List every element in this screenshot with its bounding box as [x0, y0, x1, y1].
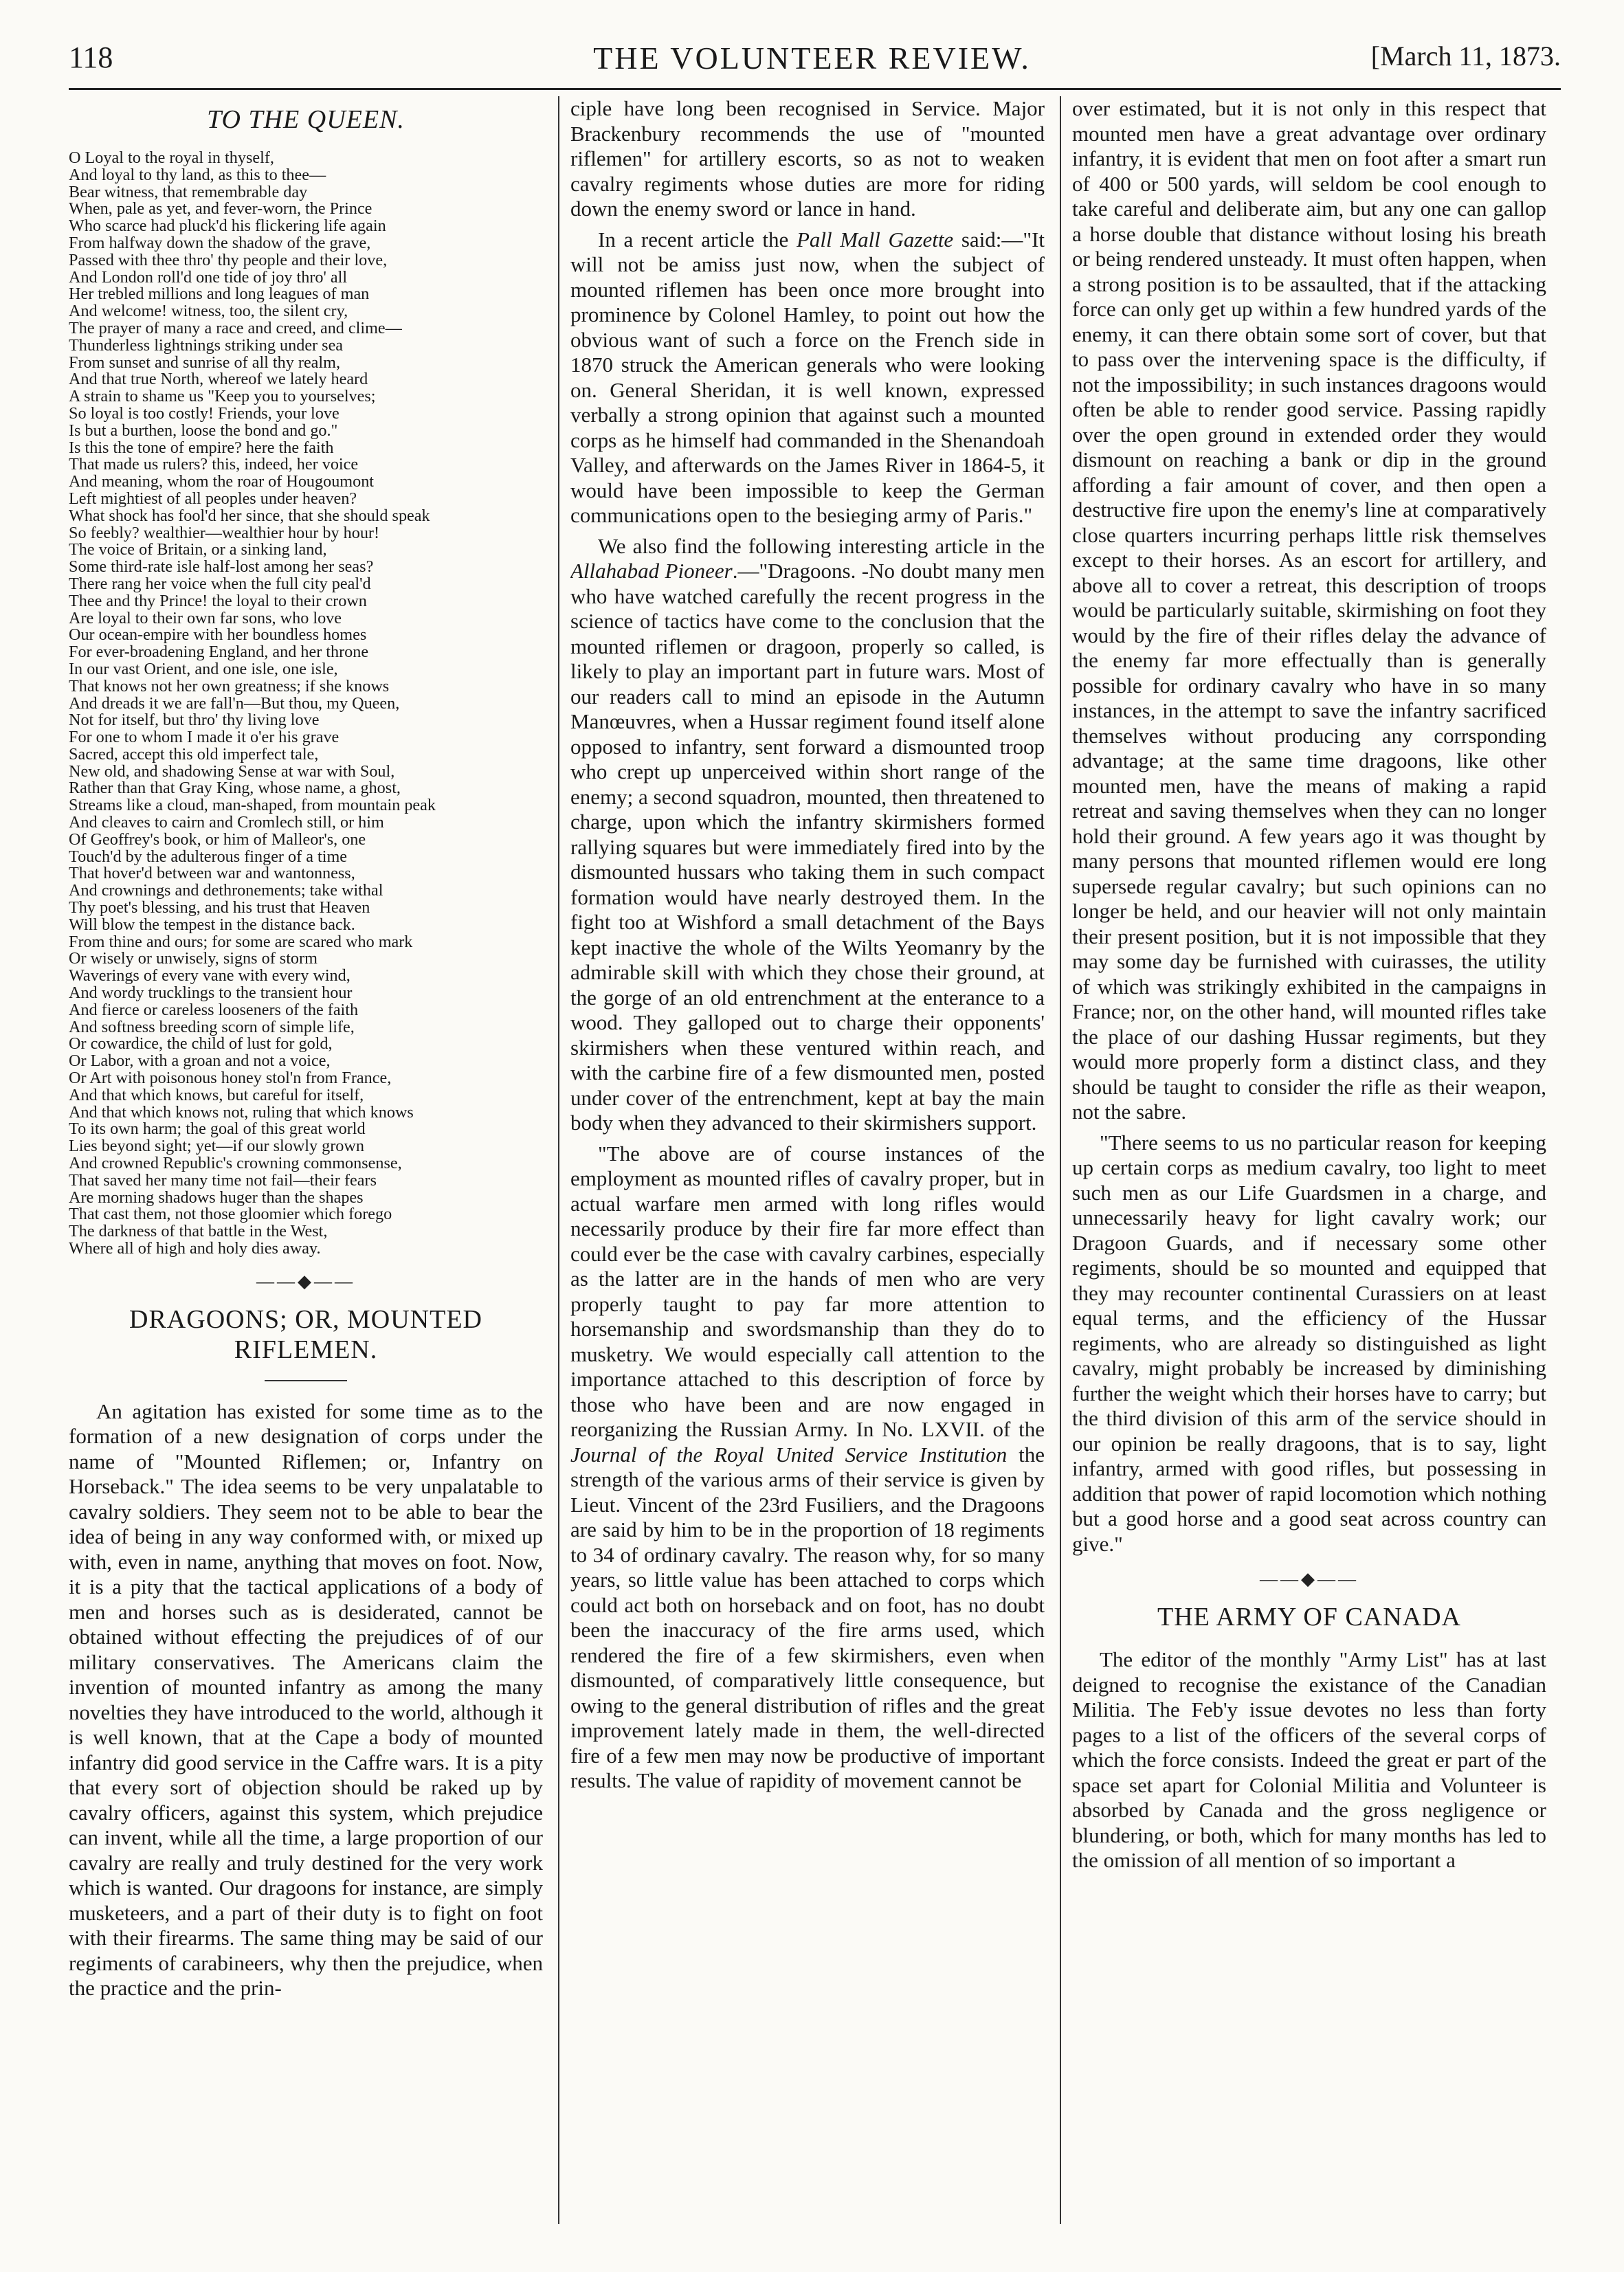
article-paragraph: In a recent article the Pall Mall Gazette said:—"It will not be amiss just now, when the subject of mounted riflemen has been once more brought into prominence by Colonel Hamley, to point out how the obvious want of such a force on the French side in 1870 struck the American generals who were looking on. General Sheridan, it is well known, expressed verbally a strong opinion that against such a mounted corps as he himself had commanded in the Shenandoah Valley, and afterwards on the James River in 1864-5, it would have been impossible to keep the German communications open to the besieging army of Paris."	[570, 227, 1045, 527]
heading-rule	[265, 1380, 347, 1381]
header-rule	[69, 88, 1561, 90]
page-header	[0, 0, 1624, 82]
column-2	[570, 96, 1045, 2231]
publication-name: Journal of the Royal United Service Institution	[570, 1442, 1008, 1467]
poem-title: TO THE QUEEN.	[207, 105, 405, 134]
issue-date: [March 11, 1873.	[1370, 41, 1561, 71]
column-rule-1	[558, 96, 559, 2224]
masthead-title: THE VOLUNTEER REVIEW.	[593, 41, 1031, 76]
article-paragraph: "The above are of course instances of the employment as mounted rifles of cavalry proper, but in actual warfare men armed with long rifles would necessarily produce by their fire far more effect than could ever be the case with cavalry carbines, especially as the latter are in the hands of men who are very properly taught to pay far more attention to horsemanship and swordsmanship than they do to musketry. We would especially call attention to the importance attached to this description of force by those who have been and are now engaged in reorganizing the Russian Army. In No. LXVII. of the Journal of the Royal United Service Institution the strength of the various arms of their service is given by Lieut. Vincent of the 23rd Fusiliers, and the Dragoons are said by him to be in the proportion of 18 regiments to 34 of ordinary cavalry. The reason why, for so many years, so little value has been attached to corps which could act both on horseback and on foot, has no doubt been the inaccuracy of the fire arms used, which rendered the fire of a few skirmishers, even when dismounted, of comparatively little consequence, but owing to the general distribution of rifles and the great improvement lately made in them, the well-directed fire of a few men may now be productive of important results. The value of rapidity of movement cannot be	[570, 1141, 1045, 1792]
article-heading-dragoons: DRAGOONS; OR, MOUNTED RIFLEMEN.	[129, 1304, 482, 1364]
article-paragraph: ciple have long been recognised in Service. Major Brackenbury recommends the use of "mounted riflemen" for artillery escorts, so as not to weaken cavalry regiments whose duties are more for riding down the enemy sword or lance in hand.	[570, 96, 1045, 221]
column-1	[69, 96, 543, 2231]
section-divider: ——◆——	[256, 1271, 355, 1291]
section-divider: ——◆——	[1260, 1569, 1359, 1589]
publication-name: Pall Mall Gazette	[796, 227, 954, 252]
article-paragraph: over estimated, but it is not only in this respect that mounted men have a great advantage over ordinary infantry, it is evident that men on foot after a smart run of 400 or 500 yards, will seldom be cool enough to take careful and deliberate aim, but any one can gallop a horse double that distance without losing his breath or being rendered unsteady. It must often happen, when a strong position is to be assaulted, that if the attacking force can only get up within a few hundred yards of the enemy, it can there obtain some sort of cover, but that to pass over the intervening space is the difficulty, if not the impossibility; in such instances dragoons would often be able to render good service. Passing rapidly over the open ground in extended order they would dismount on reaching a bank or dip in the ground affording a fair amount of cover, and then open a destructive fire upon the enemy's line at comparatively close quarters incurring perhaps little risk themselves except to their horses. As an escort for artillery, and above all to cover a retreat, this description of troops would be particularly suitable, skirmishing on foot they would by the fire of their rifles delay the advance of the enemy far more effectually than is generally possible for ordinary cavalry who have in so many instances, in the attempt to save the infantry sacrificed themselves without producing any corrsponding advantage; at the same time dragoons, like other mounted men, have the means of making a rapid retreat and saving themselves when they can no longer hold their ground. A few years ago it was thought by many persons that mounted riflemen would ere long supersede regular cavalry; but such opinions can no longer be held, and our heavier will not only maintain their present position, but it is not impossible that they may some day be furnished with cuirasses, the utility of which was strikingly exhibited in the campaigns in France; nor, on the other hand, will mounted rifles take the place of our dashing Hussar regiments, but they would more properly form a distinct class, and they should be taught to consider the rifle as their weapon, not the sabre.	[1072, 96, 1546, 1124]
article-heading-army-of-canada: THE ARMY OF CANADA	[1157, 1603, 1461, 1631]
poem-body: O Loyal to the royal in thyself, And loyal to thy land, as this to thee— Bear witness, that remembrable day When, pale as yet, and fever-worn, the Prince Who scarce had pluck'd his flickering life again From halfway down the shadow of the grave, Passed with thee thro' thy people and their love, And London roll'd one tide of joy thro' all Her trebled millions and long leagues of man And welcome! witness, too, the silent cry, The prayer of many a race and creed, and clime— Thunderless lightnings striking under sea From sunset and sunrise of all thy realm, And that true North, whereof we lately heard A strain to shame us "Keep you to yourselves; So loyal is too costly! Friends, your love Is but a burthen, loose the bond and go." Is this the tone of empire? here the faith That made us rulers? this, indeed, her voice And meaning, whom the roar of Hougoumont Left mightiest of all peoples under heaven? What shock has fool'd her since, that she should speak So feebly? wealthier—wealthier hour by hour! The voice of Britain, or a sinking land, Some third-rate isle half-lost among her seas? There rang her voice when the full city peal'd Thee and thy Prince! the loyal to their crown Are loyal to their own far sons, who love Our ocean-empire with her boundless homes For ever-broadening England, and her throne In our vast Orient, and one isle, one isle, That knows not her own greatness; if she knows And dreads it we are fall'n—But thou, my Queen, Not for itself, but thro' thy living love For one to whom I made it o'er his grave Sacred, accept this old imperfect tale, New old, and shadowing Sense at war with Soul, Rather than that Gray King, whose name, a ghost, Streams like a cloud, man-shaped, from mountain peak And cleaves to cairn and Cromlech still, or him Of Geoffrey's book, or him of Malleor's, one Touch'd by the adulterous finger of a time That hover'd between war and wantonness, And crownings and dethronements; take withal Thy poet's blessing, and his trust that Heaven Will blow the tempest in the distance back. From thine and ours; for some are scared who mark Or wisely or unwisely, signs of storm Waverings of every vane with every wind, And wordy trucklings to the transient hour And fierce or careless looseners of the faith And softness breeding scorn of simple life, Or cowardice, the child of lust for gold, Or Labor, with a groan and not a voice, Or Art with poisonous honey stol'n from France, And that which knows, but careful for itself, And that which knows not, ruling that which knows To its own harm; the goal of this great world Lies beyond sight; yet—if our slowly grown And crowned Republic's crowning commonsense, That saved her many time not fail—their fears Are morning shadows huger than the shapes That cast them, not those gloomier which forego The darkness of that battle in the West, Where all of high and holy dies away.	[69, 148, 436, 1258]
column-rule-2	[1060, 96, 1061, 2224]
article-paragraph: The editor of the monthly "Army List" has at last deigned to recognise the existance of the Canadian Militia. The Feb'y issue devotes no less than forty pages to a list of the officers of the several corps of which the force consists. Indeed the great er part of the space set apart for Colonial Militia and Volunteer is absorbed by Canada and the gross negligence or blundering, or both, which for many months has led to the omission of all mention of so important a	[1072, 1647, 1546, 1872]
column-3	[1072, 96, 1546, 2231]
page-number: 118	[69, 41, 113, 74]
article-paragraph: "There seems to us no particular reason for keeping up certain corps as medium cavalry, too light to meet such men as our Life Guardsmen in a charge, and unnecessarily heavy for light cavalry work; our Dragoon Guards, and if necessary some other regiments, should be so mounted and equipped that they may recounter continental Curassiers on at least equal terms, and the efficiency of the Hussar regiments, who are already so distinguished as light cavalry, might probably be increased by diminishing further the weight which their horses have to carry; but the third division of this arm of the service should in our opinion be really dragoons, that is to say, light infantry, armed with good rifles, but possessing in addition that power of rapid locomotion which nothing but a good horse and a good seat across country can give."	[1072, 1130, 1546, 1556]
article-paragraph: We also find the following interesting article in the Allahabad Pioneer.—"Dragoons. -No doubt many men who have watched carefully the recent progress in the science of tactics have come to the conclusion that the mounted riflemen or dragoon, properly so called, is likely to play an important part in future wars. Most of our readers call to mind an episode in the Autumn Manœuvres, when a Hussar regiment found itself alone opposed to infantry, sent forward a dismounted troop who crept up unperceived within short range of the enemy; a second squadron, mounted, then threatened to charge, upon which the infantry skirmishers formed rallying squares but were immediately fired into by the dismounted hussars who taking them in such compact formation would have nearly destroyed them. In the fight too at Wishford a small detachment of the Bays kept inactive the whole of the Wilts Yeomanry by the admirable skill with which they chose their ground, at the gorge of an old entrenchment at the enterance to a wood. They galloped out to charge their opponents' skirmishers when these ventured within reach, and with the carbine fire of a few dismounted men, posted under cover of the entrenchment, kept at bay the main body when they advanced to their skirmishers support.	[570, 533, 1045, 1135]
publication-name: Allahabad Pioneer	[570, 559, 733, 583]
article-paragraph: An agitation has existed for some time as to the formation of a new designation of corps under the name of "Mounted Riflemen; or, Infantry on Horseback." The idea seems to be very unpalatable to cavalry soldiers. They seem not to be able to bear the idea of being in any way conformed with, or mixed up with, even in name, anything that moves on foot. Now, it is a pity that the tactical applications of a body of men and horses such as is desiderated, cannot be obtained without effecting the prejudices of of our military conservatives. The Americans claim the invention of mounted infantry as among the many novelties they have introduced to the world, although it is well known, that at the Cape a body of mounted infantry did good service in the Caffre wars. It is a pity that every sort of objection should be raked up by cavalry officers, against this system, which prejudice can invent, while all the time, a large proportion of our cavalry are really and truly destined for the very work which is wanted. Our dragoons for instance, are simply musketeers, and a part of their duty is to fight on foot with their firearms. The same thing may be said of our regiments of carabineers, why then the prejudice, when the practice and the prin-	[69, 1399, 543, 2001]
